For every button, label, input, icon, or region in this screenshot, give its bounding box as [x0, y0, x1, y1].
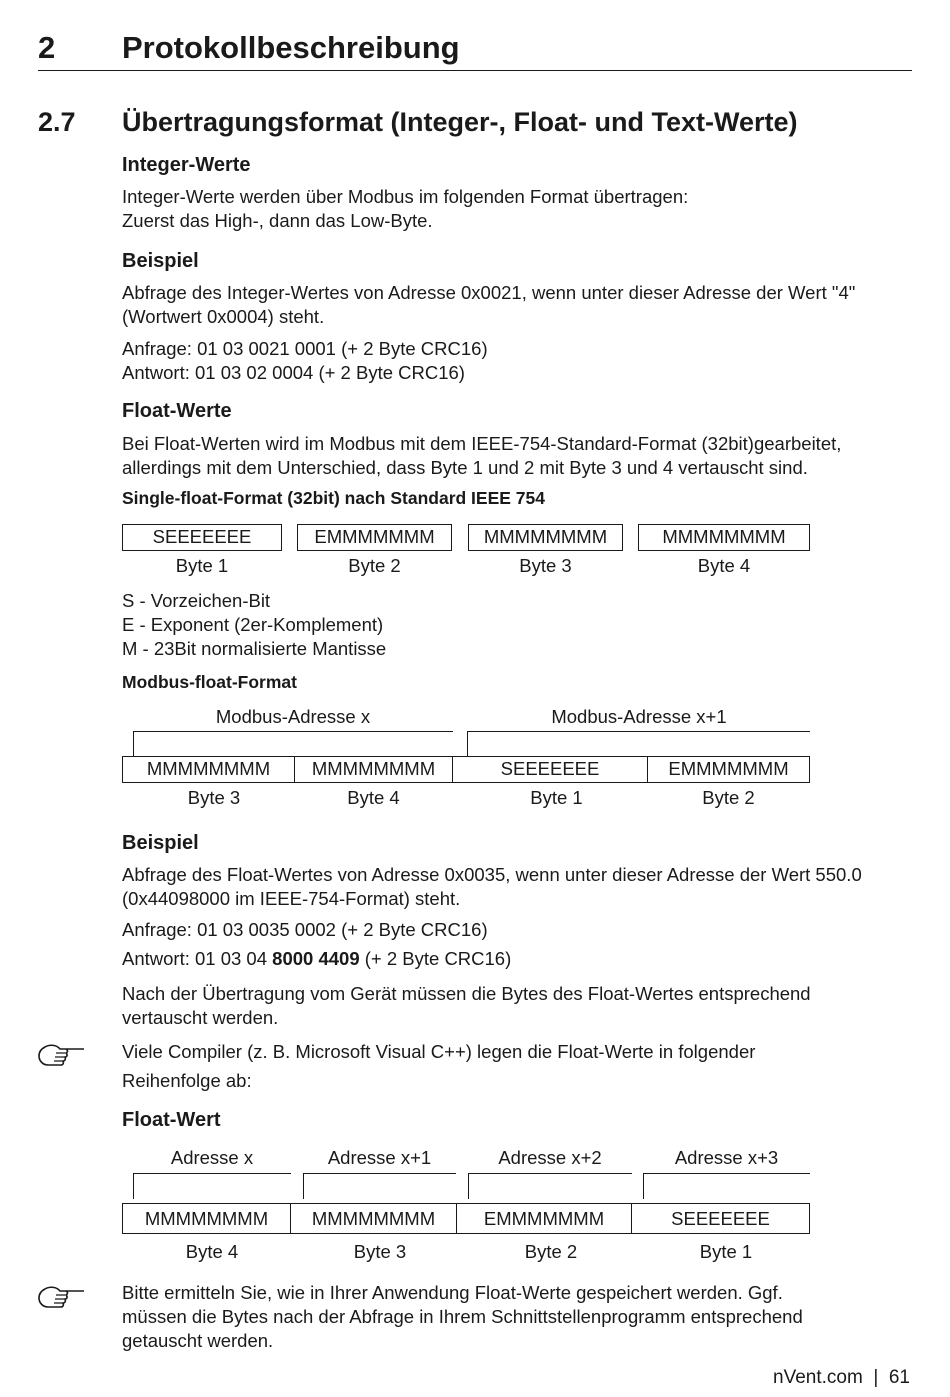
float-value-byte-label-4: Byte 1 — [699, 1241, 753, 1262]
note2-text-2: müssen die Bytes nach der Abfrage in Ihrem Schnittstellenprogramm entsprechend — [122, 1306, 803, 1327]
pointing-hand-icon — [36, 1282, 86, 1312]
example1-response: Antwort: 01 03 02 0004 (+ 2 Byte CRC16) — [122, 362, 465, 383]
single-byte-label-4: Byte 4 — [697, 555, 751, 576]
example2-heading: Beispiel — [122, 832, 199, 854]
modbus-float-heading: Modbus-float-Format — [122, 672, 297, 692]
chapter-number: 2 — [38, 30, 56, 65]
single-byte-label-3: Byte 3 — [519, 555, 572, 576]
single-byte-label-1: Byte 1 — [175, 555, 229, 576]
modbus-cell-4: EMMMMMMM — [647, 756, 810, 783]
legend-m: M - 23Bit normalisierte Mantisse — [122, 638, 387, 659]
modbus-byte-label-1: Byte 3 — [187, 787, 241, 808]
float-value-bracket-2 — [303, 1173, 456, 1199]
single-float-heading: Single-float-Format (32bit) nach Standard IEEE 754 — [122, 488, 545, 508]
modbus-cell-2: MMMMMMMM — [294, 756, 453, 783]
float-value-heading: Float-Wert — [122, 1109, 221, 1131]
integer-heading: Integer-Werte — [122, 154, 251, 176]
example2-response-prefix: Antwort: 01 03 04 — [122, 948, 273, 969]
float-value-bracket-4 — [643, 1173, 810, 1199]
modbus-address-x: Modbus-Adresse x — [215, 706, 371, 727]
float-value-cell-2: MMMMMMMM — [290, 1203, 457, 1234]
modbus-bracket-x1 — [467, 731, 810, 757]
example2-response-bold: 8000 4409 — [272, 948, 360, 969]
float-value-byte-label-2: Byte 3 — [353, 1241, 407, 1262]
legend-s: S - Vorzeichen-Bit — [122, 590, 271, 611]
example1-request: Anfrage: 01 03 0021 0001 (+ 2 Byte CRC16) — [122, 338, 488, 359]
float-value-address-1: Adresse x — [170, 1147, 254, 1168]
float-value-cell-3: EMMMMMMM — [456, 1203, 632, 1234]
pointing-hand-icon — [36, 1040, 86, 1070]
modbus-address-x1: Modbus-Adresse x+1 — [551, 706, 727, 727]
modbus-byte-label-4: Byte 2 — [702, 787, 755, 808]
legend-e: E - Exponent (2er-Komplement) — [122, 614, 384, 635]
example1-text-2: (Wortwert 0x0004) steht. — [122, 306, 325, 327]
single-cell-3: MMMMMMMM — [468, 524, 623, 551]
float-value-cell-4: SEEEEEEE — [631, 1203, 810, 1234]
float-text-1: Bei Float-Werten wird im Modbus mit dem IEEE-754-Standard-Format (32bit)gearbeitet, — [122, 433, 842, 454]
single-cell-4: MMMMMMMM — [638, 524, 810, 551]
integer-text-1: Integer-Werte werden über Modbus im folgenden Format übertragen: — [122, 186, 689, 207]
note2-text-1: Bitte ermitteln Sie, wie in Ihrer Anwendung Float-Werte gespeichert werden. Ggf. — [122, 1282, 783, 1303]
float-value-address-3: Adresse x+2 — [498, 1147, 602, 1168]
integer-text-2: Zuerst das High-, dann das Low-Byte. — [122, 210, 433, 231]
float-heading: Float-Werte — [122, 400, 232, 422]
note2-text-3: getauscht werden. — [122, 1330, 274, 1351]
example2-request: Anfrage: 01 03 0035 0002 (+ 2 Byte CRC16) — [122, 919, 488, 940]
float-value-byte-label-3: Byte 2 — [524, 1241, 578, 1262]
float-value-byte-label-1: Byte 4 — [185, 1241, 239, 1262]
modbus-cell-1: MMMMMMMM — [122, 756, 295, 783]
float-value-bracket-3 — [468, 1173, 632, 1199]
chapter-rule — [38, 70, 912, 71]
example2-response-suffix: (+ 2 Byte CRC16) — [359, 948, 512, 969]
example2-after-2: vertauscht werden. — [122, 1007, 279, 1028]
section-number: 2.7 — [38, 107, 76, 137]
float-text-2: allerdings mit dem Unterschied, dass Byte 1 und 2 mit Byte 3 und 4 vertauscht sind. — [122, 457, 808, 478]
modbus-byte-label-3: Byte 1 — [530, 787, 583, 808]
example2-response — [122, 947, 511, 971]
float-value-address-4: Adresse x+3 — [674, 1147, 779, 1168]
single-cell-1: SEEEEEEE — [122, 524, 282, 551]
modbus-bracket-x — [133, 731, 453, 757]
modbus-cell-3: SEEEEEEE — [452, 756, 648, 783]
example2-text-2: (0x44098000 im IEEE-754-Format) steht. — [122, 888, 461, 909]
example2-text-1: Abfrage des Float-Wertes von Adresse 0x0035, wenn unter dieser Adresse der Wert 550.0 — [122, 864, 862, 885]
note1-text-2: Reihenfolge ab: — [122, 1070, 252, 1091]
page-footer: nVent.com | 61 — [773, 1367, 910, 1388]
chapter-title: Protokollbeschreibung — [122, 30, 460, 65]
example1-text-1: Abfrage des Integer-Wertes von Adresse 0x0021, wenn unter dieser Adresse der Wert "4" — [122, 282, 856, 303]
float-value-address-2: Adresse x+1 — [327, 1147, 432, 1168]
single-cell-2: EMMMMMMM — [297, 524, 452, 551]
note1-text-1: Viele Compiler (z. B. Microsoft Visual C++) legen die Float-Werte in folgender — [122, 1041, 756, 1062]
example2-after-1: Nach der Übertragung vom Gerät müssen die Bytes des Float-Wertes entsprechend — [122, 983, 811, 1004]
float-value-cell-1: MMMMMMMM — [122, 1203, 291, 1234]
example1-heading: Beispiel — [122, 250, 199, 272]
section-title: Übertragungsformat (Integer-, Float- und Text-Werte) — [122, 107, 798, 137]
modbus-byte-label-2: Byte 4 — [347, 787, 400, 808]
single-byte-label-2: Byte 2 — [348, 555, 401, 576]
float-value-bracket-1 — [133, 1173, 291, 1199]
